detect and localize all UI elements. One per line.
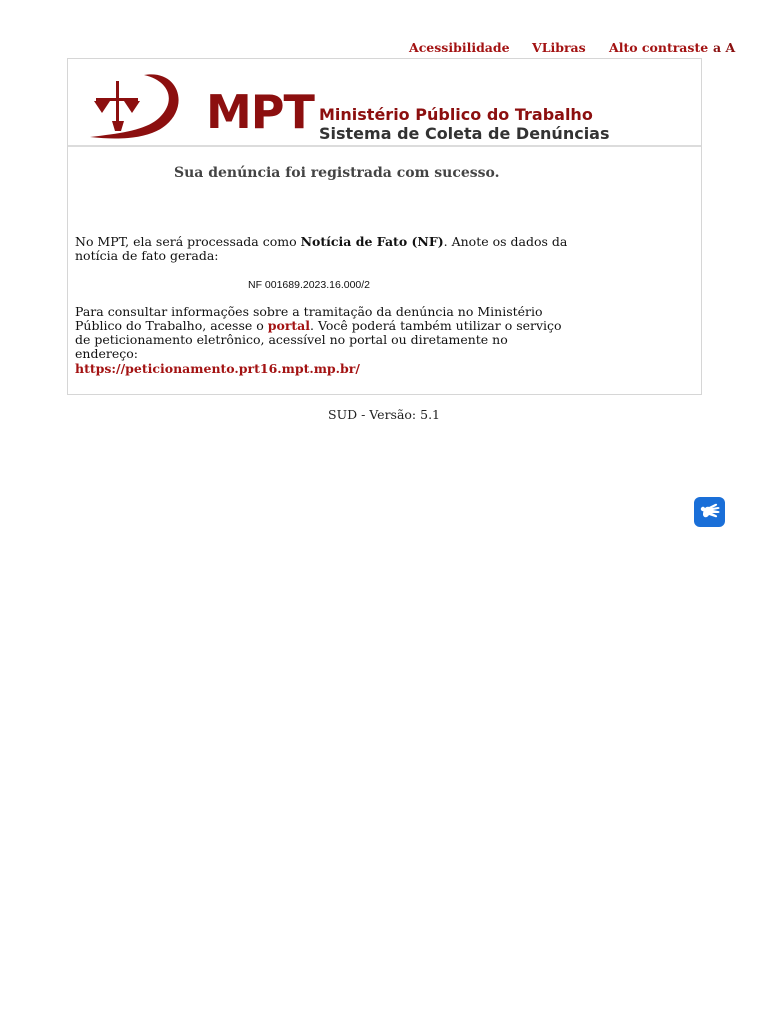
nf-info-text-a: No MPT, ela será processada como [75,234,301,249]
institution-name: Ministério Público do Trabalho [319,105,593,124]
petition-url-link[interactable]: https://peticionamento.prt16.mpt.mp.br/ [75,361,360,376]
portal-link[interactable]: portal [267,318,311,333]
vlibras-widget-button[interactable] [694,497,725,527]
nf-info-text-b: . Anote os dados da notícia de fato gerada: [75,234,568,263]
confirmation-card [67,58,702,395]
nf-type-label: Notícia de Fato (NF) [300,234,444,249]
consult-text-a: Para consultar informações sobre a tramitação da denúncia no Ministério Público do Trabalho, acesse o [75,304,543,333]
page-header [68,59,701,147]
high-contrast-link[interactable]: Alto contraste [609,40,709,55]
vlibras-link[interactable]: VLibras [532,40,586,55]
consult-paragraph [75,305,570,376]
consult-text-b: . Você poderá também utilizar o serviço de peticionamento eletrônico, acessível no portal ou diretamente no endereço: [75,318,562,361]
system-name: Sistema de Coleta de Denúncias [319,124,610,143]
mpt-logo [86,71,610,143]
scales-of-justice-icon [86,71,206,141]
nf-info-paragraph [75,235,570,263]
nf-number: NF 001689.2023.16.000/2 [248,279,371,291]
version-label: SUD - Versão: 5.1 [328,407,440,422]
font-size-toggle[interactable]: a A [713,40,736,55]
success-message: Sua denúncia foi registrada com sucesso. [174,165,500,181]
accessibility-bar [0,40,768,56]
logo-wordmark: MPT [206,85,314,139]
accessibility-link[interactable]: Acessibilidade [409,40,510,55]
hands-sign-language-icon [694,497,725,527]
